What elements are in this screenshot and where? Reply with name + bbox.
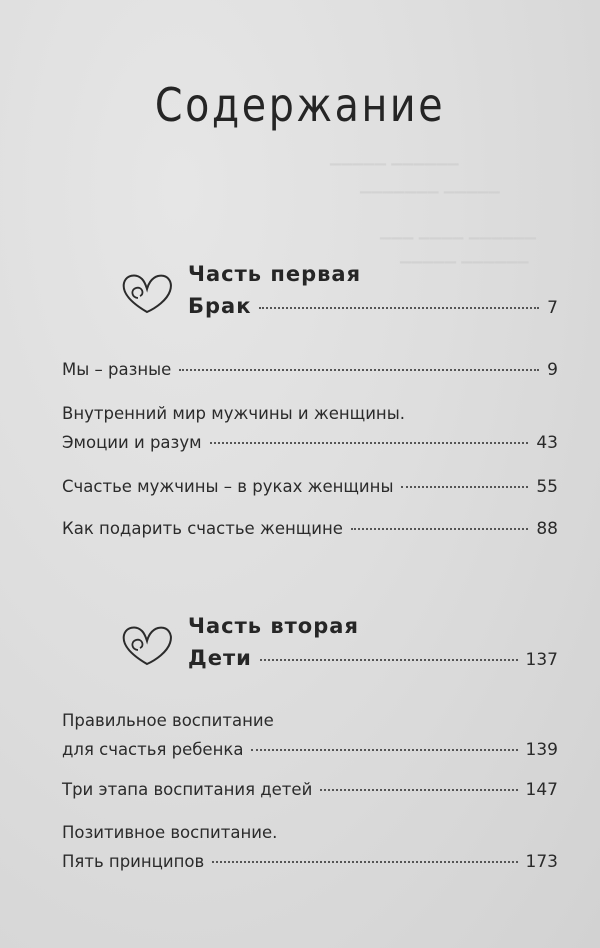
page-number: 147 — [525, 780, 558, 800]
toc-entry[interactable] — [62, 399, 558, 458]
show-through-decoration: ▁▁▁▁▁ ▁▁▁▁▁▁ — [330, 150, 459, 166]
toc-entry[interactable] — [62, 472, 558, 502]
heart-swirl-icon — [118, 268, 176, 318]
heart-swirl-icon — [118, 620, 176, 670]
entry-title: Пять принципов — [62, 852, 205, 871]
entry-title-line: Правильное воспитание — [62, 711, 274, 730]
entry-title: Три этапа воспитания детей — [62, 780, 313, 799]
show-through-decoration: ▁▁▁ ▁▁▁▁ ▁▁▁▁▁▁ — [380, 224, 537, 240]
part-label: Часть вторая — [188, 614, 359, 638]
entry-title: для счастья ребенка — [62, 740, 244, 759]
entry-title-line: Внутренний мир мужчины и женщины. — [62, 404, 405, 423]
show-through-decoration: ▁▁▁▁▁▁▁ ▁▁▁▁▁ — [360, 178, 501, 194]
toc-entry[interactable] — [62, 355, 558, 385]
part-label: Часть первая — [188, 262, 362, 286]
page-number: 55 — [536, 477, 558, 497]
toc-entry[interactable] — [62, 818, 558, 877]
page-number: 9 — [547, 360, 558, 380]
page-number: 173 — [525, 852, 558, 872]
page-number: 88 — [536, 519, 558, 539]
entry-title: Мы – разные — [62, 360, 172, 379]
dot-leader — [251, 749, 517, 751]
toc-entry[interactable] — [62, 514, 558, 544]
page-number: 137 — [525, 650, 558, 670]
dot-leader — [210, 442, 529, 444]
page-number: 7 — [547, 298, 558, 318]
part-name: Брак — [188, 294, 252, 318]
part-heading-1 — [118, 262, 558, 332]
entry-title: Счастье мужчины – в руках женщины — [62, 477, 394, 496]
page-title: Содержание — [154, 78, 446, 132]
dot-leader — [260, 659, 518, 661]
part-heading-2 — [118, 614, 558, 684]
page-number: 139 — [525, 740, 558, 760]
toc-entry[interactable] — [62, 775, 558, 805]
dot-leader — [401, 486, 528, 488]
part-name: Дети — [188, 646, 252, 670]
dot-leader — [259, 307, 539, 309]
dot-leader — [179, 369, 539, 371]
dot-leader — [212, 861, 517, 863]
entry-title: Как подарить счастье женщине — [62, 519, 343, 538]
entry-title-line: Позитивное воспитание. — [62, 823, 278, 842]
dot-leader — [320, 789, 517, 791]
show-through-decoration: ▁▁▁▁▁ ▁▁▁▁▁▁ — [400, 248, 529, 264]
toc-entry[interactable] — [62, 706, 558, 765]
entry-title: Эмоции и разум — [62, 433, 202, 452]
page-number: 43 — [536, 433, 558, 453]
dot-leader — [351, 528, 528, 530]
